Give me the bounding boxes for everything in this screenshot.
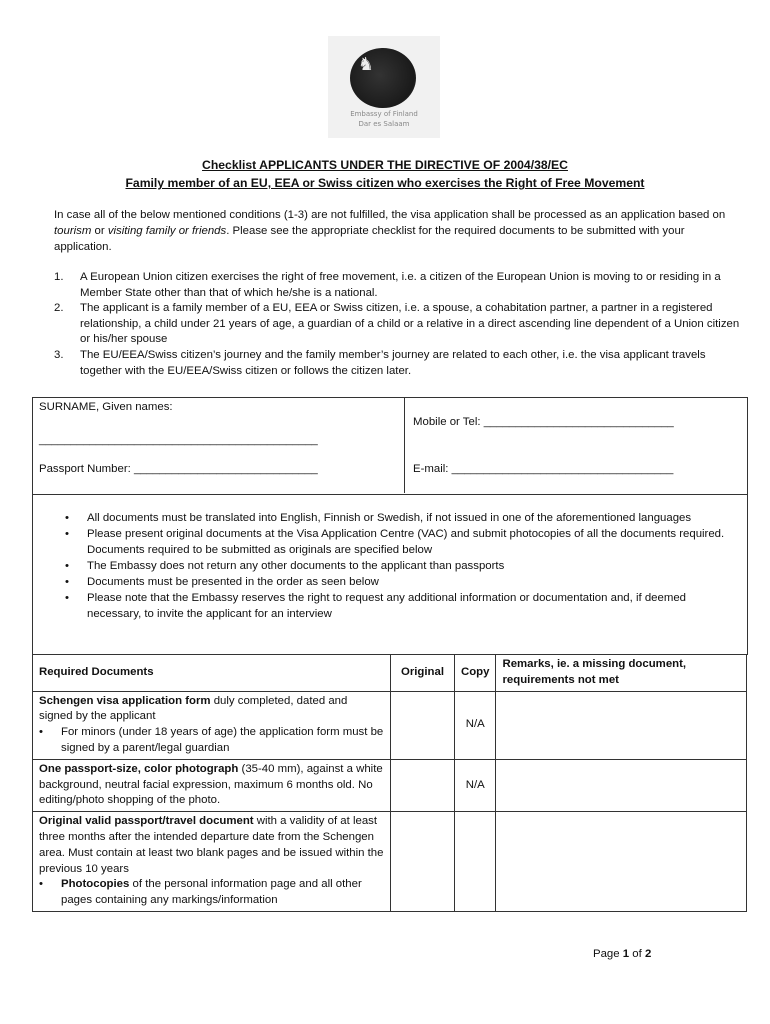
note-text: Please present original documents at the Visa Application Centre (VAC) and submit photocopies of all the documents required. Documents required to be submitted as originals are specified below [87, 528, 725, 556]
header-remarks: Remarks, ie. a missing document, requirements not met [496, 655, 747, 692]
table-row [33, 759, 747, 811]
table-row [33, 812, 747, 912]
row-1-copy: N/A [455, 691, 496, 759]
surname-label[interactable]: SURNAME, Given names: [39, 401, 173, 413]
header-copy: Copy [455, 655, 496, 692]
required-documents-table [32, 654, 747, 912]
bullet-icon: • [65, 528, 69, 540]
row-1-required: Schengen visa application form duly completed, dated and signed by the applicant • For minors (under 18 years of age) the application form must be signed by a parent/legal guardian [33, 691, 391, 759]
mobile-field[interactable]: Mobile or Tel: ______________________________ [413, 416, 674, 428]
row-2-copy: N/A [455, 759, 496, 811]
note-text: Documents must be presented in the order as seen below [87, 576, 379, 588]
surname-line[interactable]: ____________________________________________ [39, 434, 318, 446]
note-item [57, 526, 737, 558]
condition-item [54, 270, 744, 301]
note-text: All documents must be translated into English, Finnish or Swedish, if not issued in one of the aforementioned languages [87, 512, 692, 524]
embassy-logo [328, 36, 440, 138]
document-subtitle: Family member of an EU, EEA or Swiss citizen who exercises the Right of Free Movement [125, 176, 645, 190]
notes-box [32, 493, 748, 655]
note-text: Please note that the Embassy reserves the right to request any additional information or documentation and, if deemed necessary, to invite the applicant for an interview [87, 592, 686, 620]
condition-number: 2. [54, 302, 64, 315]
notes-list [57, 510, 737, 622]
page-number: Page 1 of 2 [593, 948, 652, 960]
row-3-required: Original valid passport/travel document with a validity of at least three months after the intended departure date from the Schengen area. Must contain at least two blank pages and be issued within the previous 10 years • Photocopies of the personal information page and all other pages containing any markings/information [33, 812, 391, 912]
condition-text: The EU/EEA/Swiss citizen’s journey and the family member’s journey are related to each other, i.e. the visa applicant travels together with the EU/EEA/Swiss citizen or follows the citizen later. [80, 348, 706, 377]
condition-number: 1. [54, 271, 64, 283]
condition-item [54, 301, 744, 348]
document-title: Checklist APPLICANTS UNDER THE DIRECTIVE OF 2004/38/EC [202, 158, 568, 172]
row-2-original[interactable] [391, 759, 455, 811]
row-1-remarks[interactable] [496, 691, 747, 759]
note-item [57, 574, 737, 590]
logo-line-1: Embassy of Finland [350, 110, 418, 118]
row-3-copy[interactable] [455, 812, 496, 912]
passport-number-field[interactable]: Passport Number: _____________________________ [39, 463, 318, 475]
logo-line-2: Dar es Salaam [358, 120, 410, 128]
email-field[interactable]: E-mail: ___________________________________ [413, 463, 674, 475]
bullet-icon: • [65, 512, 69, 524]
bullet-icon: • [65, 560, 69, 572]
header-original: Original [391, 655, 455, 692]
note-text: The Embassy does not return any other documents to the applicant than passports [87, 560, 505, 572]
condition-text: A European Union citizen exercises the right of free movement, i.e. a citizen of the European Union is moving to or residing in a Member State other than that of which he/she is a national. [80, 271, 721, 299]
condition-item [54, 348, 744, 379]
condition-text: The applicant is a family member of a EU, EEA or Swiss citizen, i.e. a spouse, a cohabitation partner, a partner in a registered relationship, a child under 21 years of age, a guardian of a child or a relative in a direct ascending line dependent of a Union citizen or his/her spouse [80, 302, 740, 346]
note-item [57, 510, 737, 526]
note-item [57, 558, 737, 574]
header-required: Required Documents [33, 655, 391, 692]
bullet-icon: • [65, 592, 69, 604]
row-3-remarks[interactable] [496, 812, 747, 912]
row-2-remarks[interactable] [496, 759, 747, 811]
row-3-original[interactable] [391, 812, 455, 912]
table-row [33, 691, 747, 759]
applicant-info-box [32, 397, 748, 495]
bullet-icon: • [39, 878, 43, 891]
intro-paragraph: In case all of the below mentioned conditions (1-3) are not fulfilled, the visa application shall be processed as an application based on tourism or visiting family or friends. Please see the appropriate checklist for the required documents to be submitted with your application. [54, 209, 726, 253]
note-item [57, 590, 737, 622]
row-1-original[interactable] [391, 691, 455, 759]
bullet-icon: • [65, 576, 69, 588]
row-2-required: One passport-size, color photograph (35-40 mm), against a white background, neutral facial expression, maximum 6 months old. No editing/photo shopping of the photo. [33, 759, 391, 811]
table-header-row [33, 655, 747, 692]
lion-icon: ♞ [357, 54, 375, 74]
bullet-icon: • [39, 726, 43, 739]
box-divider [404, 398, 405, 493]
conditions-list [54, 270, 744, 379]
condition-number: 3. [54, 348, 64, 361]
